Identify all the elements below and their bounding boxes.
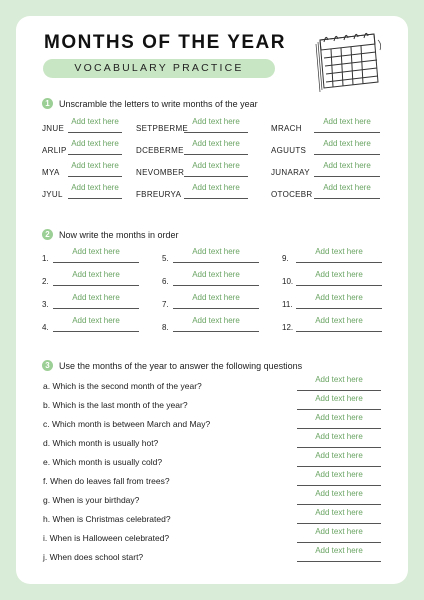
answer-field[interactable] xyxy=(68,141,122,155)
answer-field[interactable] xyxy=(314,163,380,177)
page-subtitle: VOCABULARY PRACTICE xyxy=(43,59,275,78)
answer-placeholder: Add text here xyxy=(315,451,363,460)
answer-field[interactable] xyxy=(68,185,122,199)
order-number: 8. xyxy=(162,323,169,332)
answer-placeholder: Add text here xyxy=(315,413,363,422)
answer-placeholder: Add text here xyxy=(315,432,363,441)
scrambled-word: JYUL xyxy=(42,190,63,199)
answer-placeholder: Add text here xyxy=(315,546,363,555)
answer-field[interactable] xyxy=(297,415,381,429)
question-text: b. Which is the last month of the year? xyxy=(43,400,188,410)
answer-placeholder: Add text here xyxy=(323,139,371,148)
answer-field[interactable] xyxy=(296,295,382,309)
answer-placeholder: Add text here xyxy=(192,183,240,192)
answer-field[interactable] xyxy=(314,185,380,199)
answer-field[interactable] xyxy=(53,318,139,332)
answer-placeholder: Add text here xyxy=(315,527,363,536)
answer-field[interactable] xyxy=(68,119,122,133)
answer-placeholder: Add text here xyxy=(315,375,363,384)
question-text: h. When is Christmas celebrated? xyxy=(43,514,171,524)
worksheet xyxy=(16,16,408,584)
order-number: 9. xyxy=(282,254,289,263)
answer-field[interactable] xyxy=(184,141,248,155)
section-number-badge: 2 xyxy=(42,229,53,240)
answer-field[interactable] xyxy=(297,472,381,486)
page-title: MONTHS OF THE YEAR xyxy=(44,32,286,53)
answer-placeholder: Add text here xyxy=(192,117,240,126)
scrambled-word: DCEBERME xyxy=(136,146,184,155)
answer-placeholder: Add text here xyxy=(315,270,363,279)
answer-field[interactable] xyxy=(173,272,259,286)
answer-placeholder: Add text here xyxy=(192,161,240,170)
answer-placeholder: Add text here xyxy=(315,489,363,498)
scrambled-word: AGUUTS xyxy=(271,146,307,155)
answer-field[interactable] xyxy=(297,377,381,391)
scrambled-word: ARLIP xyxy=(42,146,67,155)
order-number: 5. xyxy=(162,254,169,263)
answer-placeholder: Add text here xyxy=(72,293,120,302)
section-1-instruction: Unscramble the letters to write months of the year xyxy=(59,98,258,109)
order-number: 4. xyxy=(42,323,49,332)
answer-placeholder: Add text here xyxy=(72,247,120,256)
answer-placeholder: Add text here xyxy=(192,270,240,279)
answer-field[interactable] xyxy=(53,272,139,286)
answer-placeholder: Add text here xyxy=(315,293,363,302)
question-text: a. Which is the second month of the year? xyxy=(43,381,202,391)
scrambled-word: OTOCEBR xyxy=(271,190,313,199)
scrambled-word: NEVOMBER xyxy=(136,168,185,177)
question-text: e. Which month is usually cold? xyxy=(43,457,163,467)
order-number: 2. xyxy=(42,277,49,286)
order-number: 12. xyxy=(282,323,294,332)
order-number: 10. xyxy=(282,277,294,286)
answer-placeholder: Add text here xyxy=(71,161,119,170)
question-text: f. When do leaves fall from trees? xyxy=(43,476,170,486)
section-2-instruction: Now write the months in order xyxy=(59,229,179,240)
answer-placeholder: Add text here xyxy=(315,247,363,256)
calendar-icon xyxy=(314,30,384,92)
answer-field[interactable] xyxy=(297,548,381,562)
scrambled-word: JNUE xyxy=(42,124,65,133)
answer-placeholder: Add text here xyxy=(323,183,371,192)
scrambled-word: JUNARAY xyxy=(271,168,310,177)
answer-placeholder: Add text here xyxy=(71,139,119,148)
section-number-badge: 1 xyxy=(42,98,53,109)
section-3-heading xyxy=(42,360,302,371)
order-number: 7. xyxy=(162,300,169,309)
order-number: 1. xyxy=(42,254,49,263)
answer-field[interactable] xyxy=(296,272,382,286)
question-text: g. When is your birthday? xyxy=(43,495,140,505)
answer-placeholder: Add text here xyxy=(323,161,371,170)
scrambled-word: FBREURYA xyxy=(136,190,182,199)
answer-placeholder: Add text here xyxy=(71,183,119,192)
section-1-heading xyxy=(42,98,258,109)
answer-placeholder: Add text here xyxy=(315,508,363,517)
answer-field[interactable] xyxy=(173,249,259,263)
answer-placeholder: Add text here xyxy=(71,117,119,126)
answer-field[interactable] xyxy=(297,434,381,448)
answer-field[interactable] xyxy=(53,249,139,263)
answer-field[interactable] xyxy=(297,529,381,543)
section-2-heading xyxy=(42,229,179,240)
answer-field[interactable] xyxy=(296,249,382,263)
answer-placeholder: Add text here xyxy=(315,316,363,325)
answer-placeholder: Add text here xyxy=(192,247,240,256)
answer-field[interactable] xyxy=(314,119,380,133)
answer-placeholder: Add text here xyxy=(192,139,240,148)
answer-placeholder: Add text here xyxy=(323,117,371,126)
answer-placeholder: Add text here xyxy=(192,316,240,325)
answer-field[interactable] xyxy=(184,185,248,199)
question-text: c. Which month is between March and May? xyxy=(43,419,211,429)
answer-field[interactable] xyxy=(297,453,381,467)
scrambled-word: MRACH xyxy=(271,124,302,133)
section-3-instruction: Use the months of the year to answer the following questions xyxy=(59,360,303,371)
answer-field[interactable] xyxy=(297,396,381,410)
section-number-badge: 3 xyxy=(42,360,53,371)
question-text: i. When is Halloween celebrated? xyxy=(43,533,170,543)
answer-field[interactable] xyxy=(296,318,382,332)
scrambled-word: SETPBERME xyxy=(136,124,189,133)
answer-placeholder: Add text here xyxy=(72,316,120,325)
order-number: 11. xyxy=(282,300,293,309)
answer-placeholder: Add text here xyxy=(315,470,363,479)
answer-field[interactable] xyxy=(184,119,248,133)
question-text: j. When does school start? xyxy=(43,552,144,562)
answer-placeholder: Add text here xyxy=(72,270,120,279)
question-text: d. Which month is usually hot? xyxy=(43,438,159,448)
answer-field[interactable] xyxy=(173,318,259,332)
answer-placeholder: Add text here xyxy=(315,394,363,403)
answer-field[interactable] xyxy=(297,491,381,505)
scrambled-word: MYA xyxy=(42,168,60,177)
answer-placeholder: Add text here xyxy=(192,293,240,302)
answer-field[interactable] xyxy=(53,295,139,309)
answer-field[interactable] xyxy=(184,163,248,177)
answer-field[interactable] xyxy=(297,510,381,524)
answer-field[interactable] xyxy=(314,141,380,155)
order-number: 6. xyxy=(162,277,169,286)
answer-field[interactable] xyxy=(68,163,122,177)
answer-field[interactable] xyxy=(173,295,259,309)
order-number: 3. xyxy=(42,300,49,309)
